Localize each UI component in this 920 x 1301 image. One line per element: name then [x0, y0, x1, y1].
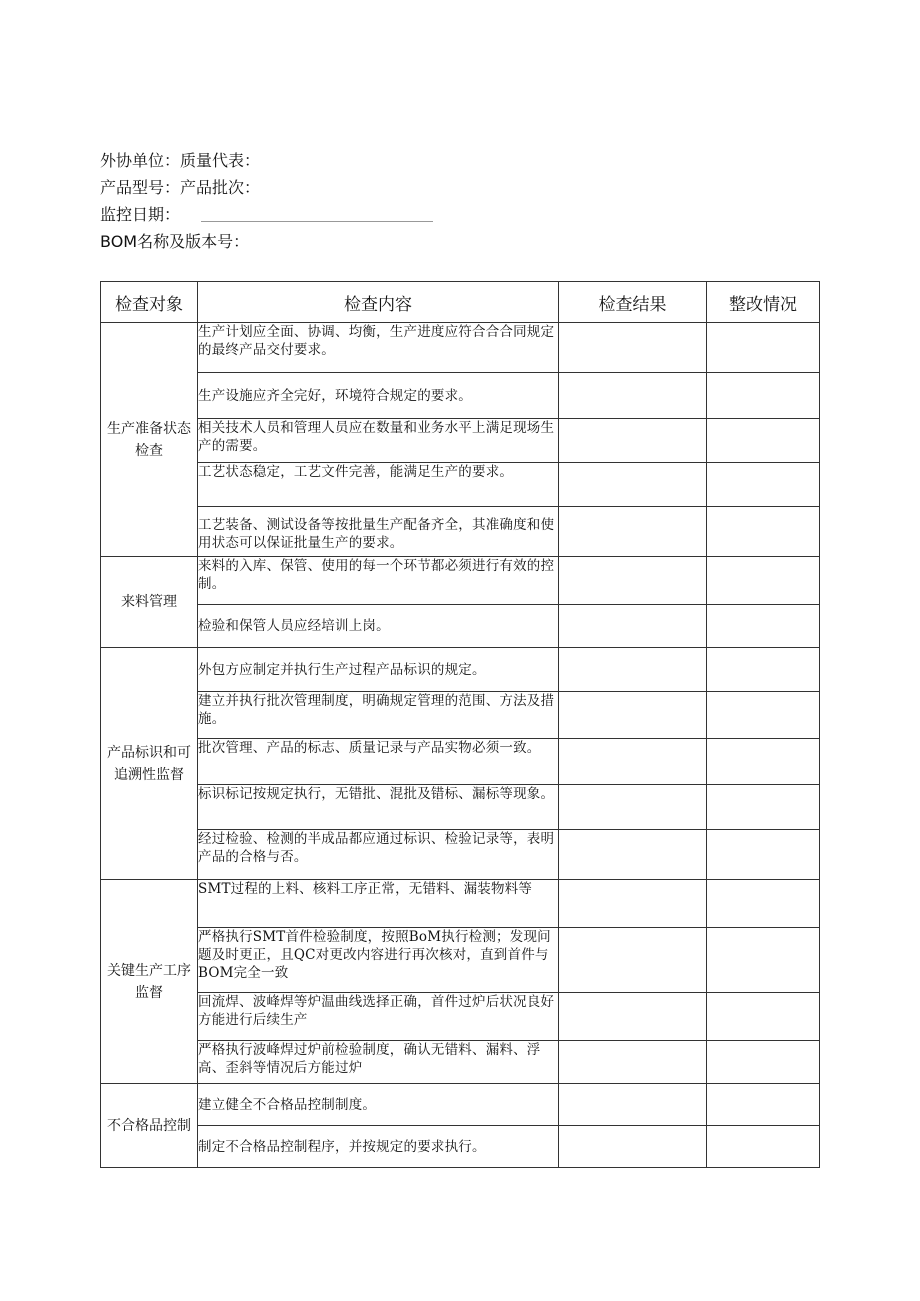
check-item: 相关技术人员和管理人员应在数量和业务水平上满足现场生产的需要。 — [198, 419, 559, 463]
check-item: 严格执行SMT首件检验制度，按照BoM执行检测；发现问题及时更正，且QC对更改内容进行再次核对，直到首件与BOM完全一致 — [198, 928, 559, 993]
rectify-cell[interactable] — [707, 648, 820, 692]
table-row — [101, 1041, 820, 1084]
table-row — [101, 419, 820, 463]
category-nonconforming-control: 不合格品控制 — [101, 1084, 198, 1168]
category-material-management: 来料管理 — [101, 557, 198, 648]
rectify-cell[interactable] — [707, 1126, 820, 1168]
check-item: 生产计划应全面、协调、均衡，生产进度应符合合合同规定的最终产品交付要求。 — [198, 323, 559, 373]
result-cell[interactable] — [559, 648, 707, 692]
result-cell[interactable] — [559, 993, 707, 1041]
result-cell[interactable] — [559, 1041, 707, 1084]
date-label: 监控日期： — [100, 205, 181, 224]
header-object: 检查对象 — [101, 282, 198, 323]
rectify-cell[interactable] — [707, 557, 820, 605]
check-item: 工艺装备、测试设备等按批量生产配备齐全，其准确度和使用状态可以保证批量生产的要求。 — [198, 507, 559, 557]
check-item: SMT过程的上料、核料工序正常，无错料、漏装物料等 — [198, 880, 559, 928]
header-line-unit: 外协单位：质量代表： — [100, 151, 261, 170]
result-cell[interactable] — [559, 880, 707, 928]
rectify-cell[interactable] — [707, 830, 820, 880]
header-result: 检查结果 — [559, 282, 707, 323]
check-item: 经过检验、检测的半成品都应通过标识、检验记录等，表明产品的合格与否。 — [198, 830, 559, 880]
check-item: 制定不合格品控制程序，并按规定的要求执行。 — [198, 1126, 559, 1168]
result-cell[interactable] — [559, 507, 707, 557]
result-cell[interactable] — [559, 692, 707, 739]
table-header-row — [101, 282, 820, 323]
date-underline — [201, 221, 433, 222]
table-row — [101, 463, 820, 507]
result-cell[interactable] — [559, 928, 707, 993]
inspection-table — [100, 281, 820, 1168]
result-cell[interactable] — [559, 1126, 707, 1168]
check-item: 工艺状态稳定，工艺文件完善，能满足生产的要求。 — [198, 463, 559, 507]
header-content: 检查内容 — [198, 282, 559, 323]
result-cell[interactable] — [559, 605, 707, 648]
table-row — [101, 830, 820, 880]
check-item: 批次管理、产品的标志、质量记录与产品实物必须一致。 — [198, 739, 559, 785]
result-cell[interactable] — [559, 373, 707, 419]
table-row — [101, 605, 820, 648]
rectify-cell[interactable] — [707, 463, 820, 507]
result-cell[interactable] — [559, 419, 707, 463]
result-cell[interactable] — [559, 830, 707, 880]
table-row — [101, 507, 820, 557]
table-row — [101, 739, 820, 785]
check-item: 建立健全不合格品控制制度。 — [198, 1084, 559, 1126]
rectify-cell[interactable] — [707, 1041, 820, 1084]
header-line-model: 产品型号：产品批次： — [100, 178, 261, 197]
result-cell[interactable] — [559, 785, 707, 830]
table-row — [101, 557, 820, 605]
rectify-cell[interactable] — [707, 419, 820, 463]
header-line-date — [100, 201, 260, 228]
result-cell[interactable] — [559, 739, 707, 785]
rectify-cell[interactable] — [707, 785, 820, 830]
check-item: 外包方应制定并执行生产过程产品标识的规定。 — [198, 648, 559, 692]
table-row — [101, 880, 820, 928]
table-row — [101, 692, 820, 739]
result-cell[interactable] — [559, 323, 707, 373]
category-key-process: 关键生产工序监督 — [101, 880, 198, 1084]
rectify-cell[interactable] — [707, 323, 820, 373]
table-row — [101, 1126, 820, 1168]
rectify-cell[interactable] — [707, 507, 820, 557]
header-line-bom: BOM名称及版本号： — [100, 232, 250, 251]
table-row — [101, 993, 820, 1041]
check-item: 严格执行波峰焊过炉前检验制度，确认无错料、漏料、浮高、歪斜等情况后方能过炉 — [198, 1041, 559, 1084]
category-traceability: 产品标识和可追溯性监督 — [101, 648, 198, 880]
table-row — [101, 1084, 820, 1126]
result-cell[interactable] — [559, 1084, 707, 1126]
rectify-cell[interactable] — [707, 880, 820, 928]
rectify-cell[interactable] — [707, 373, 820, 419]
header-rectify: 整改情况 — [707, 282, 820, 323]
form-header — [100, 147, 260, 255]
table-row — [101, 373, 820, 419]
table-row — [101, 323, 820, 373]
check-item: 标识标记按规定执行，无错批、混批及错标、漏标等现象。 — [198, 785, 559, 830]
check-item: 建立并执行批次管理制度，明确规定管理的范围、方法及措施。 — [198, 692, 559, 739]
table-row — [101, 928, 820, 993]
check-item: 生产设施应齐全完好，环境符合规定的要求。 — [198, 373, 559, 419]
result-cell[interactable] — [559, 557, 707, 605]
category-production-readiness: 生产准备状态检查 — [101, 323, 198, 557]
rectify-cell[interactable] — [707, 692, 820, 739]
rectify-cell[interactable] — [707, 928, 820, 993]
table-row — [101, 785, 820, 830]
result-cell[interactable] — [559, 463, 707, 507]
rectify-cell[interactable] — [707, 739, 820, 785]
rectify-cell[interactable] — [707, 605, 820, 648]
rectify-cell[interactable] — [707, 993, 820, 1041]
rectify-cell[interactable] — [707, 1084, 820, 1126]
check-item: 回流焊、波峰焊等炉温曲线选择正确，首件过炉后状况良好方能进行后续生产 — [198, 993, 559, 1041]
check-item: 检验和保管人员应经培训上岗。 — [198, 605, 559, 648]
table-row — [101, 648, 820, 692]
check-item: 来料的入库、保管、使用的每一个环节都必须进行有效的控制。 — [198, 557, 559, 605]
